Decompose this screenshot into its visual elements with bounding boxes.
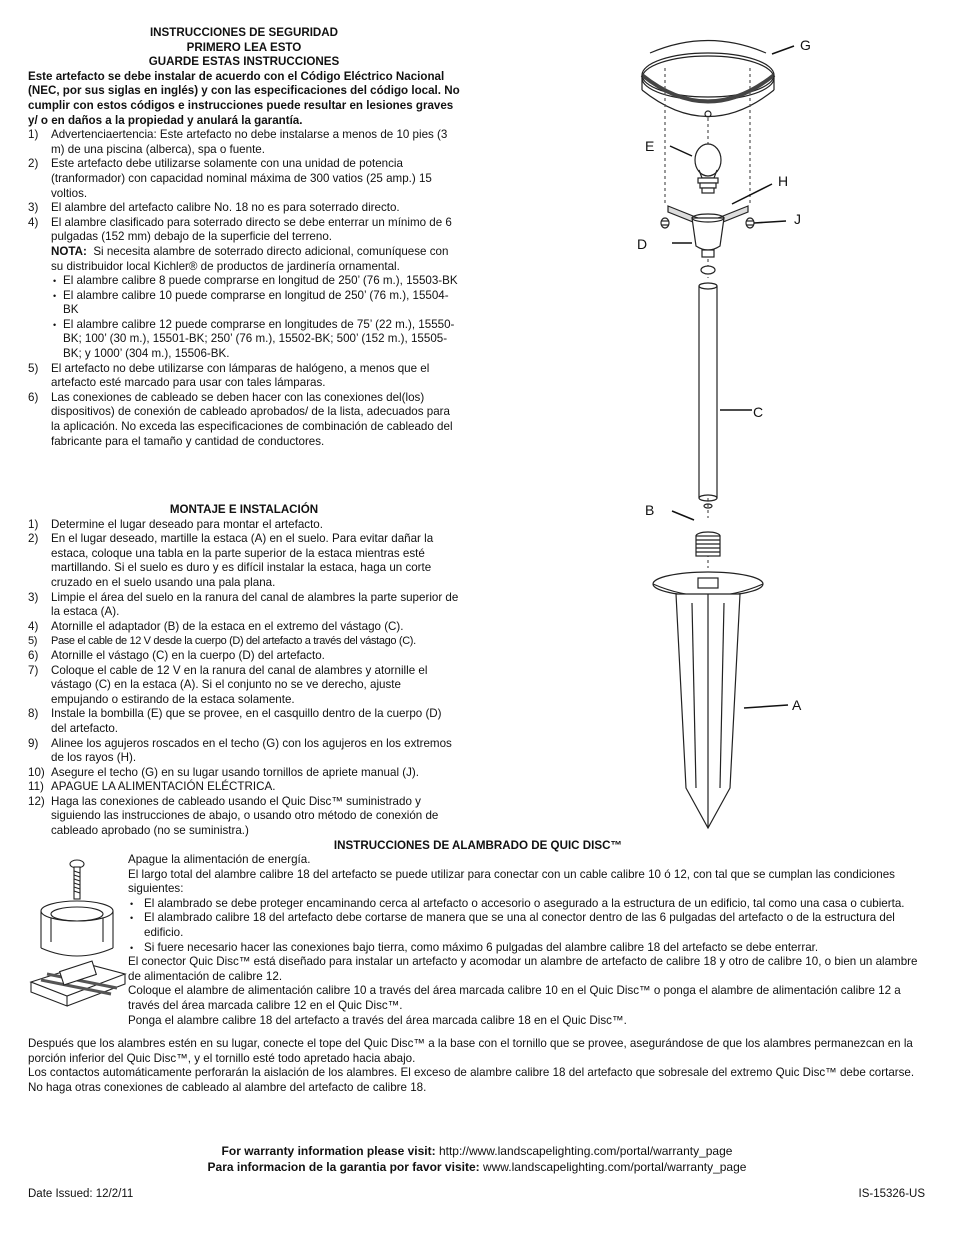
safety-item: 6) Las conexiones de cableado se deben hacer con las conexiones del(los) dispositivos) de conexión de cableado aprobados/ de la lista, adecuados para la aplicación. No exceda las especificaciones de combinación de cableado del fabricante para el tamaño y cantidad de conductores. — [28, 390, 453, 448]
montaje-heading: MONTAJE E INSTALACIÓN — [169, 503, 319, 516]
safety-item: 1) Advertenciaertencia: Este artefacto no debe instalarse a menos de 10 pies (3 m) de una piscina (alberca), spa o fuente. — [28, 128, 448, 156]
warranty-en-url[interactable]: http://www.landscapelighting.com/portal/warranty_page — [438, 1144, 733, 1158]
date-issued: Date Issued: 12/2/11 — [28, 1188, 134, 1200]
exploded-diagram — [580, 28, 840, 838]
label-a: A — [792, 697, 802, 713]
montaje-steps — [28, 518, 460, 839]
guide-lines — [665, 68, 750, 568]
quic-p5: Ponga el alambre calibre 18 del artefacto a través del área marcada calibre 18 en el Quic Disc™. — [128, 1013, 627, 1027]
montaje-step: 6) Atornille el vástago (C) en la cuerpo (D) del artefacto. — [28, 648, 325, 662]
safety-list-continued — [28, 362, 460, 450]
adapter-b — [696, 532, 720, 556]
safety-heading-3: GUARDE ESTAS INSTRUCCIONES — [148, 55, 340, 69]
montaje-step: 11) APAGUE LA ALIMENTACIÓN ELÉCTRICA. — [28, 780, 276, 794]
quic-p8: No haga otras conexiones de cableado al alambre del artefacto de calibre 18. — [28, 1080, 427, 1094]
label-h: H — [778, 173, 789, 189]
quic-p6: Después que los alambres estén en su lugar, conecte el tope del Quic Disc™ a la base con el tornillo que se provee, asegurándose de que los alambres permanezcan en la porción inferior del Quic Disc™, y el tornillo esté todo apretado hacia abajo. — [28, 1037, 913, 1065]
warranty-es — [0, 1159, 954, 1175]
warranty-en — [0, 1143, 954, 1159]
quic-p2: El largo total del alambre calibre 18 del artefacto se puede utilizar para conectar con un cable calibre 10 ó 12, con tal que se cumplan las condiciones siguientes: — [128, 867, 895, 896]
wire-bullet: • El alambre calibre 10 puede comprarse en longitud de 250’ (76 m.), 15504-BK — [51, 289, 460, 318]
safety-item: 4) El alambre clasificado para soterrado directo se debe enterrar un mínimo de 6 pulgadas (152 mm) debajo de la superficie del terreno. — [28, 215, 452, 244]
roof-g — [642, 41, 774, 118]
label-e: E — [645, 138, 655, 154]
quic-bullet: • El alambrado calibre 18 del artefacto debe cortarse de manera que se una al conector dentro de las 6 pulgadas del artefacto o de la estructura del edificio. — [128, 911, 928, 940]
warranty-en-label: For warranty information please visit: — [221, 1144, 436, 1158]
safety-heading-2: PRIMERO LEA ESTO — [186, 40, 302, 54]
wire-bullet: • El alambre calibre 8 puede comprarse en longitud de 250’ (76 m.), 15503-BK — [51, 274, 460, 289]
quic-bullets — [128, 897, 928, 955]
montaje-step: 8) Instale la bombilla (E) que se provee, en el casquillo dentro de la cuerpo (D) del artefacto. — [28, 707, 442, 735]
nota-label: NOTA: — [51, 244, 87, 258]
quic-p3: El conector Quic Disc™ está diseñado para instalar un artefacto y acomodar un alambre de artefacto de calibre 18 y otro de calibre 10, o bien un alambre de alimentación de calibre 12. — [128, 955, 918, 983]
safety-section — [28, 26, 460, 449]
document-id: IS-15326-US — [858, 1188, 925, 1200]
bulb-e — [695, 144, 721, 193]
montaje-step: 5) Pase el cable de 12 V desde la cuerpo (D) del artefacto a través del vástago (C). — [28, 635, 416, 648]
label-j: J — [794, 211, 801, 227]
montaje-step: 7) Coloque el cable de 12 V en la ranura del canal de alambres y atornille el vástago (C) en la estaca (A). Si el conjunto no se ve derecho, ajuste empujando o estirando de la estaca solamente. — [28, 663, 428, 706]
warranty-es-url[interactable]: www.landscapelighting.com/portal/warranty_page — [482, 1160, 747, 1174]
stake-a — [653, 572, 763, 828]
montaje-step: 1) Determine el lugar deseado para montar el artefacto. — [28, 517, 323, 531]
quic-p1: Apague la alimentación de energía. — [128, 853, 311, 866]
montaje-step: 3) Limpie el área del suelo en la ranura del canal de alambres la parte superior de la estaca (A). — [28, 590, 459, 619]
safety-heading-1: INSTRUCCIONES DE SEGURIDAD — [149, 26, 339, 39]
quic-body-full — [28, 1037, 928, 1095]
quic-bullet: • El alambrado se debe proteger encaminando cerca al artefacto o accesorio o asegurado a la estructura de un edificio, tal como una casa o cubierta. — [128, 897, 928, 912]
label-c: C — [753, 404, 764, 420]
wire-bullets — [28, 274, 460, 362]
warranty-es-label: Para informacion de la garantia por favor visite: — [207, 1160, 480, 1174]
quic-disc-top — [41, 901, 113, 956]
warranty-info — [0, 1143, 954, 1175]
montaje-step: 2) En el lugar deseado, martille la estaca (A) en el suelo. Para evitar dañar la estaca, coloque una tabla en la parte superior de la estaca mientras esté martillando. Si el suelo es duro y es difícil instalar la estaca, haga un corte cruzado en el suelo usando una pala plana. — [28, 532, 434, 589]
quic-disc-base — [31, 961, 125, 1006]
label-b: B — [645, 502, 655, 518]
quic-p7: Los contactos automáticamente perforarán la aislación de los alambres. El exceso de alambre calibre 18 del artefacto que sobresale del extremo Quic Disc™ debe cortarse. — [28, 1066, 915, 1080]
safety-list — [28, 128, 460, 245]
quic-heading: INSTRUCCIONES DE ALAMBRADO DE QUIC DISC™ — [333, 839, 623, 852]
label-d: D — [637, 236, 648, 252]
quic-disc-illustration — [27, 856, 127, 1016]
montaje-step: 10) Asegure el techo (G) en su lugar usando tornillos de apriete manual (J). — [28, 765, 419, 779]
montaje-step: 12) Haga las conexiones de cableado usando el Quic Disc™ suministrado y siguiendo las instrucciones de abajo, o usando otro método de conexión de cableado aprobado (no se suministra.) — [28, 794, 439, 838]
safety-item: 5) El artefacto no debe utilizarse con lámparas de halógeno, a menos que el artefacto esté marcado para usar con tales lámparas. — [28, 361, 430, 390]
quic-bullet: • Si fuere necesario hacer las conexiones bajo tierra, como máximo 6 pulgadas del alambre calibre 18 del artefacto se debe enterrar. — [128, 941, 928, 956]
nota — [28, 245, 460, 274]
stem-c — [699, 283, 717, 508]
label-g: G — [800, 37, 811, 53]
montaje-section — [28, 503, 460, 839]
quic-body — [128, 853, 928, 1028]
safety-item: 3) El alambre del artefacto calibre No. 18 no es para soterrado directo. — [28, 201, 400, 215]
montaje-step: 4) Atornille el adaptador (B) de la estaca en el extremo del vástago (C). — [28, 619, 404, 633]
safety-item: 2) Este artefacto debe utilizarse solamente con una unidad de potencia (tranformador) con capacidad nominal máxima de 300 vatios (25 amp.) 15 voltios. — [28, 157, 432, 200]
montaje-step: 9) Alinee los agujeros roscados en el techo (G) con los agujeros en los extremos de los rayos (H). — [28, 736, 452, 765]
quic-p4: Coloque el alambre de alimentación calibre 10 a través del área marcada calibre 10 en el Quic Disc™ o ponga el alambre de alimentación calibre 12 a través del área marcada calibre 12 en el Quic Disc™. — [128, 984, 901, 1012]
screw-icon — [70, 860, 84, 899]
safety-intro: Este artefacto se debe instalar de acuerdo con el Código Eléctrico Nacional (NEC, por sus siglas en inglés) y con las especificaciones del código local. No cumplir con estos códigos e instrucciones puede resultar en lesiones graves y/ o en daños a la propiedad y anulará la garantía. — [28, 69, 460, 127]
nota-text: Si necesita alambre de soterrado directo adicional, comuníquese con su distribuidor local Kichler® de productos de jardinería ornamental. — [51, 244, 449, 273]
wire-bullet: • El alambre calibre 12 puede comprarse en longitudes de 75’ (22 m.), 15550-BK; 100’ (30 m.), 15501-BK; 250’ (76 m.), 15502-BK; 500’ (152 m.), 15505-BK; y 1000’ (304 m.), 15506-BK. — [51, 318, 460, 362]
